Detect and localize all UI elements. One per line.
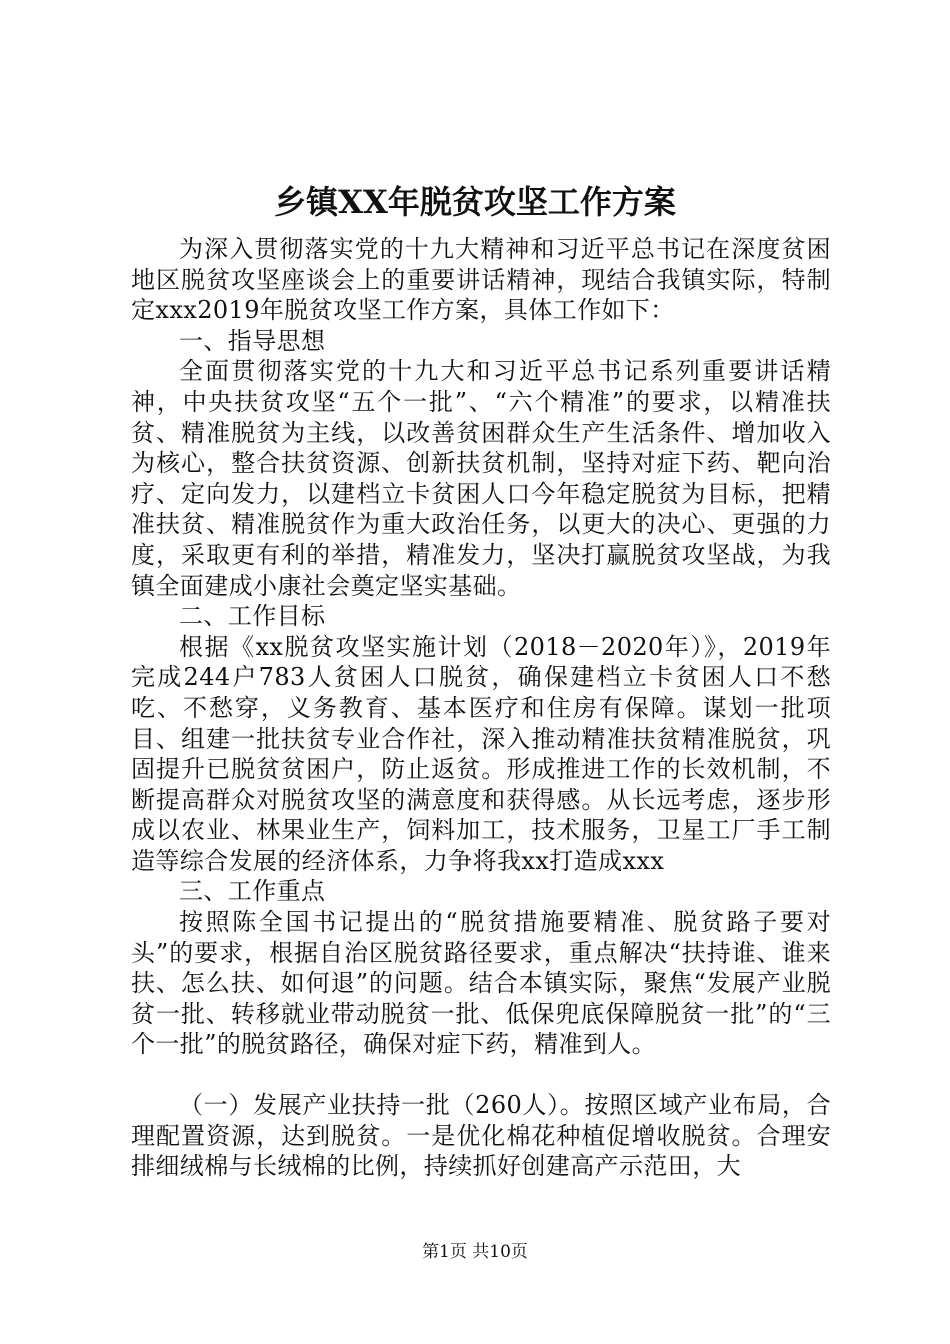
intro-paragraph: 为深入贯彻落实党的十九大精神和习近平总书记在深度贫困地区脱贫攻坚座谈会上的重要讲话精神，现结合我镇实际，特制定xxx2019年脱贫攻坚工作方案，具体工作如下：	[131, 235, 831, 325]
guiding-ideology-paragraph: 全面贯彻落实党的十九大和习近平总书记系列重要讲话精神，中央扶贫攻坚“五个一批”、“六个精准”的要求，以精准扶贫、精准脱贫为主线，以改善贫困群众生产生活条件、增加收入为核心，整合扶贫资源、创新扶贫机制，坚持对症下药、靶向治疗、定向发力，以建档立卡贫困人口今年稳定脱贫为目标，把精准扶贫、精准脱贫作为重大政治任务，以更大的决心、更强的力度，采取更有利的举措，精准发力，坚决打赢脱贫攻坚战，为我镇全面建成小康社会奠定坚实基础。	[131, 357, 831, 600]
document-title: 乡镇XX年脱贫攻坚工作方案	[274, 183, 676, 221]
section-heading-guiding-ideology: 一、指导思想	[179, 326, 326, 355]
work-focus-paragraph: 按照陈全国书记提出的“脱贫措施要精准、脱贫路子要对头”的要求，根据自治区脱贫路径要求，重点解决“扶持谁、谁来扶、怎么扶、如何退”的问题。结合本镇实际，聚焦“发展产业脱贫一批、转移就业带动脱贫一批、低保兜底保障脱贫一批”的“三个一批”的脱贫路径，确保对症下药，精准到人。	[131, 908, 831, 1059]
page-number-footer: 第1页 共10页	[422, 1242, 528, 1262]
industry-support-paragraph: （一）发展产业扶持一批（260人）。按照区域产业布局，合理配置资源，达到脱贫。一是优化棉花种植促增收脱贫。合理安排细绒棉与长绒棉的比例，持续抓好创建高产示范田，大	[131, 1091, 831, 1181]
section-heading-work-goals: 二、工作目标	[179, 602, 326, 631]
work-goals-paragraph: 根据《xx脱贫攻坚实施计划（2018－2020年）》，2019年完成244户783人贫困人口脱贫，确保建档立卡贫困人口不愁吃、不愁穿，义务教育、基本医疗和住房有保障。谋划一批项目、组建一批扶贫专业合作社，深入推动精准扶贫精准脱贫，巩固提升已脱贫贫困户，防止返贫。形成推进工作的长效机制，不断提高群众对脱贫攻坚的满意度和获得感。从长远考虑，逐步形成以农业、林果业生产，饲料加工，技术服务，卫星工厂手工制造等综合发展的经济体系，力争将我xx打造成xxx	[131, 632, 831, 875]
section-heading-work-focus: 三、工作重点	[179, 877, 326, 906]
document-body	[131, 234, 831, 1182]
